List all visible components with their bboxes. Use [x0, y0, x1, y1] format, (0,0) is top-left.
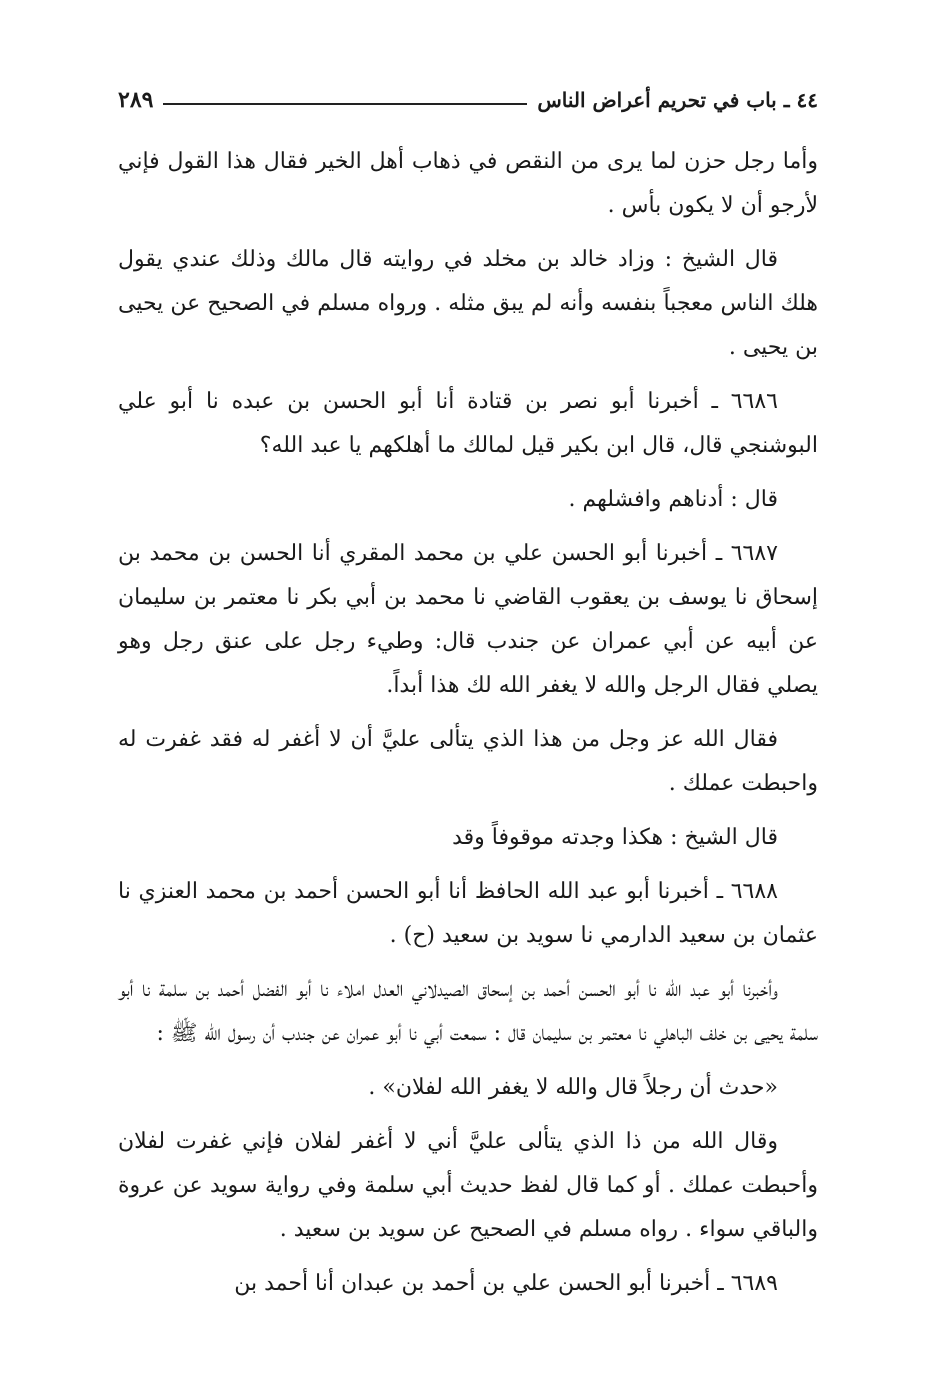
paragraph: وقال الله من ذا الذي يتألى عليَّ أني لا أغفر لفلان فإني غفرت لفلان وأحبطت عملك . أو كما قال لفظ حديث أبي سلمة وفي رواية سويد عن عروة والباقي سواء . رواه مسلم في الصحيح عن سويد بن سعيد . — [118, 1129, 818, 1242]
hadith-6689: ٦٦٨٩ ـ أخبرنا أبو الحسن علي بن أحمد بن عبدان أنا أحمد بن — [234, 1271, 778, 1296]
hadith-6686: ٦٦٨٦ ـ أخبرنا أبو نصر بن قتادة أنا أبو الحسن بن عبده نا أبو علي البوشنجي قال، قال ابن بكير قيل لمالك ما أهلكهم يا عبد الله؟ — [118, 389, 818, 458]
paragraph: قال الشيخ : هكذا وجدته موقوفاً وقد — [452, 825, 778, 850]
paragraph: وأخبرنا أبو عبد الله نا أبو الحسن أحمد بن إسحاق الصيدلاني العدل املاء نا أبو الفضل أحمد بن سلمة نا أبو سلمة يحيى بن خلف الباهلي نا معتمر بن سليمان قال : سمعت أبي نا أبو عمران عن جندب أن رسول الله ﷺ : — [118, 977, 818, 1046]
paragraph: قال : أدناهم وافشلهم . — [568, 487, 778, 512]
paragraph: قال الشيخ : وزاد خالد بن مخلد في روايته قال مالك وذلك عندي يقول هلك الناس معجباً بنفسه وأنه لم يبق مثله . ورواه مسلم في الصحيح عن يحيى بن يحيى . — [118, 247, 818, 360]
hadith-6688: ٦٦٨٨ ـ أخبرنا أبو عبد الله الحافظ أنا أبو الحسن أحمد بن محمد العنزي نا عثمان بن سعيد الدارمي نا سويد بن سعيد (ح) . — [118, 879, 818, 948]
chapter-title: ٤٤ ـ باب في تحريم أعراض الناس — [537, 88, 818, 112]
paragraph: وأما رجل حزن لما يرى من النقص في ذهاب أهل الخير فقال هذا القول فإني لأرجو أن لا يكون بأس . — [118, 149, 818, 218]
paragraph: فقال الله عز وجل من هذا الذي يتألى عليَّ أن لا أغفر له فقد غفرت له واحبطت عملك . — [118, 727, 818, 796]
header-rule — [163, 103, 527, 105]
page-number: ٢٨٩ — [118, 87, 154, 113]
quotation: «حدث أن رجلاً قال والله لا يغفر الله لفلان» . — [368, 1075, 778, 1100]
hadith-6687: ٦٦٨٧ ـ أخبرنا أبو الحسن علي بن محمد المقري أنا الحسن بن محمد بن إسحاق نا يوسف بن يعقوب القاضي نا محمد بن أبي بكر نا معتمر بن سليمان عن أبيه عن أبي عمران عن جندب قال: وطيء رجل على عنق رجل وهو يصلي فقال الرجل والله لا يغفر الله لك هذا أبداً. — [118, 541, 818, 698]
running-header — [118, 82, 818, 118]
body-text — [118, 140, 818, 1316]
